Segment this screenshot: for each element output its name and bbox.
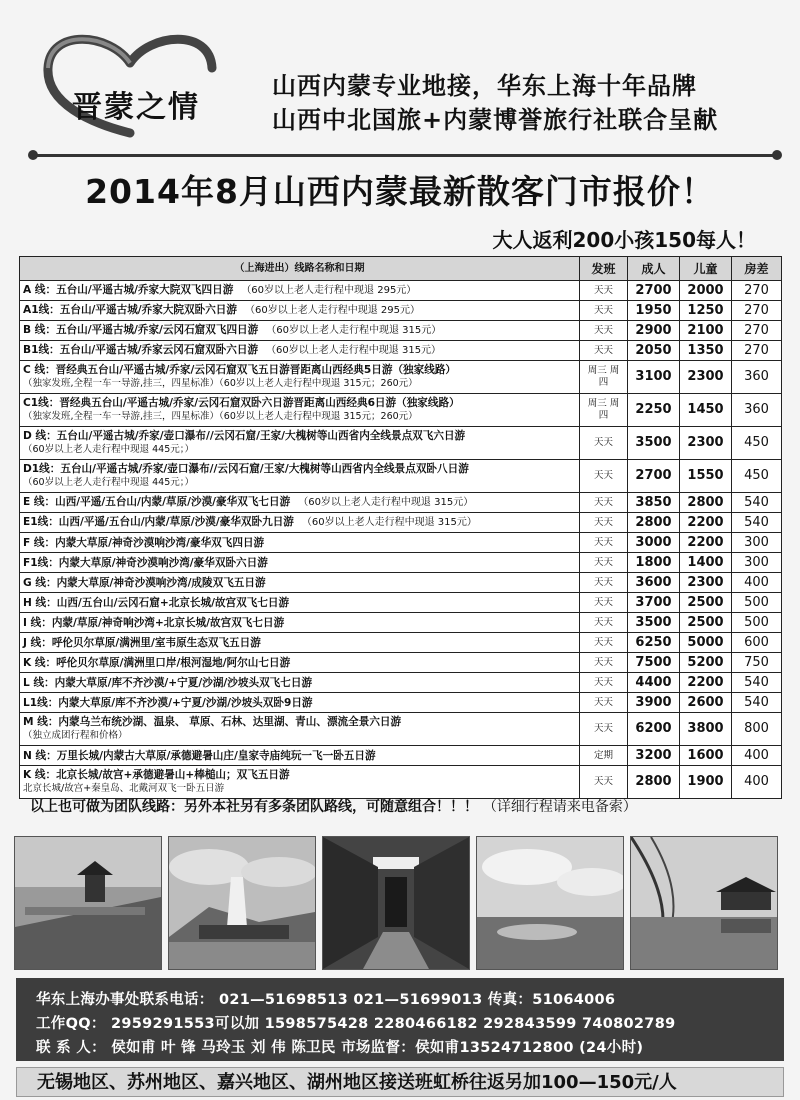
- room-diff-cell: 540: [732, 693, 782, 713]
- depart-cell: 天天: [580, 341, 628, 361]
- route-name: H 线：山西/五台山/云冈石窟+北京长城/故宫双飞七日游: [23, 596, 290, 609]
- contact-qq: 工作QQ： 2959291553可以加 1598575428 2280466182 292843599 740802789: [36, 1016, 676, 1032]
- route-note: （60岁以上老人走行程中现退 315元）: [266, 325, 442, 336]
- price-table: [19, 256, 782, 799]
- route-cell: [20, 653, 580, 673]
- price-table-container: [19, 256, 781, 799]
- room-diff-cell: 270: [732, 321, 782, 341]
- route-subnote: （60岁以上老人走行程中现退 445元；）: [23, 477, 194, 488]
- route-cell: [20, 321, 580, 341]
- table-row: [20, 361, 782, 394]
- room-diff-cell: 360: [732, 394, 782, 427]
- adult-price-cell: 2900: [628, 321, 680, 341]
- photo-courtyard: [322, 836, 470, 970]
- table-row: [20, 613, 782, 633]
- header-child: 儿童: [680, 257, 732, 281]
- depart-cell: 天天: [580, 613, 628, 633]
- header-route: （上海进出）线路名称和日期: [20, 257, 580, 281]
- room-diff-cell: 270: [732, 341, 782, 361]
- route-cell: [20, 281, 580, 301]
- route-cell: [20, 341, 580, 361]
- logo-text: 晋蒙之情: [72, 90, 200, 125]
- depart-cell: 天天: [580, 593, 628, 613]
- adult-price-cell: 2800: [628, 766, 680, 799]
- rebate-text: 大人返利200小孩150每人！: [492, 228, 756, 252]
- route-name: A1线：五台山/平遥古城/乔家大院双卧六日游: [23, 304, 237, 316]
- child-price-cell: 1450: [680, 394, 732, 427]
- child-price-cell: 2000: [680, 281, 732, 301]
- table-row: [20, 553, 782, 573]
- child-price-cell: 2600: [680, 693, 732, 713]
- header: [0, 0, 800, 150]
- adult-price-cell: 2250: [628, 394, 680, 427]
- room-diff-cell: 450: [732, 427, 782, 460]
- route-note: （60岁以上老人走行程中现退 295元）: [245, 305, 420, 316]
- route-name: F 线：内蒙大草原/神奇沙漠响沙湾/豪华双飞四日游: [23, 536, 265, 549]
- table-row: [20, 427, 782, 460]
- adult-price-cell: 3000: [628, 533, 680, 553]
- route-cell: [20, 493, 580, 513]
- route-name: E1线：山西/平遥/五台山/内蒙/草原/沙漠/豪华双卧九日游: [23, 516, 294, 528]
- slogan-line-1: 山西内蒙专业地接，华东上海十年品牌: [272, 72, 697, 100]
- photo-temple: [168, 836, 316, 970]
- route-cell: [20, 553, 580, 573]
- child-price-cell: 2800: [680, 493, 732, 513]
- room-diff-cell: 360: [732, 361, 782, 394]
- table-row: [20, 281, 782, 301]
- footnote-main: 以上也可做为团队线路：另外本社另有多条团队路线，可随意组合！！！: [30, 799, 478, 815]
- room-diff-cell: 300: [732, 533, 782, 553]
- route-subnote: （60岁以上老人走行程中现退 445元；）: [23, 444, 194, 455]
- page-title: 2014年8月山西内蒙最新散客门市报价！: [85, 172, 715, 211]
- route-cell: [20, 613, 580, 633]
- photo-grassland: [476, 836, 624, 970]
- route-name: C 线：晋经典五台山/平遥古城/乔家/云冈石窟双飞五日游晋距离山西经典5日游（独家线路）: [23, 364, 457, 376]
- adult-price-cell: 3900: [628, 693, 680, 713]
- child-price-cell: 1550: [680, 460, 732, 493]
- route-note: （60岁以上老人走行程中现退 315元）: [298, 497, 474, 508]
- depart-cell: 天天: [580, 493, 628, 513]
- photo-strip: [14, 836, 786, 968]
- table-row: [20, 653, 782, 673]
- route-cell: [20, 746, 580, 766]
- table-row: [20, 766, 782, 799]
- route-name: G 线：内蒙大草原/神奇沙漠响沙湾/成陵双飞五日游: [23, 576, 266, 589]
- depart-cell: 天天: [580, 693, 628, 713]
- route-cell: [20, 361, 580, 394]
- table-row: [20, 493, 782, 513]
- depart-cell: 天天: [580, 766, 628, 799]
- adult-price-cell: 3850: [628, 493, 680, 513]
- route-name: D 线：五台山/平遥古城/乔家/壶口瀑布//云冈石窟/王家/大槐树等山西省内全线景点双飞六日游: [23, 430, 466, 442]
- child-price-cell: 5000: [680, 633, 732, 653]
- contact-persons: 联 系 人： 侯如甫 叶 锋 马玲玉 刘 伟 陈卫民 市场监督：侯如甫13524712800 (24小时): [36, 1040, 644, 1056]
- room-diff-cell: 540: [732, 513, 782, 533]
- child-price-cell: 2300: [680, 361, 732, 394]
- room-diff-cell: 600: [732, 633, 782, 653]
- adult-price-cell: 1950: [628, 301, 680, 321]
- route-cell: [20, 394, 580, 427]
- header-adult: 成人: [628, 257, 680, 281]
- child-price-cell: 2200: [680, 513, 732, 533]
- depart-cell: 天天: [580, 573, 628, 593]
- contact-phones: 华东上海办事处联系电话： 021—51698513 021—51699013 传真：51064006: [36, 992, 616, 1008]
- adult-price-cell: 2050: [628, 341, 680, 361]
- header-room-diff: 房差: [732, 257, 782, 281]
- route-subnote: （独家发班,全程一车一导游,挂三，四星标准）（60岁以上老人走行程中现退 315元；260元）: [23, 411, 418, 422]
- table-row: [20, 673, 782, 693]
- room-diff-cell: 300: [732, 553, 782, 573]
- adult-price-cell: 3100: [628, 361, 680, 394]
- adult-price-cell: 3500: [628, 613, 680, 633]
- route-name: M 线：内蒙乌兰布统沙湖、温泉、 草原、石林、达里湖、青山、漂流全景六日游: [23, 716, 402, 728]
- route-cell: [20, 673, 580, 693]
- route-name: I 线：内蒙/草原/神奇响沙湾+北京长城/故宫双飞七日游: [23, 616, 285, 629]
- table-row: [20, 693, 782, 713]
- route-name: B1线：五台山/平遥古城/乔家云冈石窟双卧六日游: [23, 344, 259, 356]
- route-cell: [20, 460, 580, 493]
- room-diff-cell: 400: [732, 766, 782, 799]
- child-price-cell: 2500: [680, 593, 732, 613]
- child-price-cell: 2300: [680, 573, 732, 593]
- route-name: J 线：呼伦贝尔草原/满洲里/室韦原生态双飞五日游: [23, 636, 261, 649]
- table-row: [20, 593, 782, 613]
- room-diff-cell: 400: [732, 573, 782, 593]
- child-price-cell: 1400: [680, 553, 732, 573]
- route-name: L1线：内蒙大草原/库不齐沙漠/+宁夏/沙湖/沙坡头双卧9日游: [23, 696, 313, 709]
- slogan-line-2: 山西中北国旅+内蒙博誉旅行社联合呈献: [272, 106, 719, 134]
- table-row: [20, 533, 782, 553]
- adult-price-cell: 2800: [628, 513, 680, 533]
- child-price-cell: 1900: [680, 766, 732, 799]
- route-name: B 线：五台山/平遥古城/乔家/云冈石窟双飞四日游: [23, 324, 259, 336]
- footnote: [30, 796, 637, 816]
- room-diff-cell: 400: [732, 746, 782, 766]
- depart-cell: 天天: [580, 713, 628, 746]
- room-diff-cell: 540: [732, 493, 782, 513]
- depart-cell: 天天: [580, 513, 628, 533]
- depart-cell: 周三 周四: [580, 361, 628, 394]
- table-row: [20, 460, 782, 493]
- table-row: [20, 301, 782, 321]
- depart-cell: 天天: [580, 301, 628, 321]
- contact-panel: [16, 978, 784, 1061]
- child-price-cell: 1250: [680, 301, 732, 321]
- route-note: （60岁以上老人走行程中现退 315元）: [266, 345, 442, 356]
- adult-price-cell: 1800: [628, 553, 680, 573]
- child-price-cell: 2200: [680, 673, 732, 693]
- depart-cell: 天天: [580, 321, 628, 341]
- route-subnote: 北京长城/故宫+秦皇岛、北戴河双飞一卧五日游: [23, 783, 225, 794]
- room-diff-cell: 270: [732, 301, 782, 321]
- depart-cell: 天天: [580, 281, 628, 301]
- child-price-cell: 1350: [680, 341, 732, 361]
- route-cell: [20, 633, 580, 653]
- room-diff-cell: 540: [732, 673, 782, 693]
- adult-price-cell: 2700: [628, 460, 680, 493]
- table-row: [20, 633, 782, 653]
- route-name: K 线：北京长城/故宫+承德避暑山+棒槌山；双飞五日游: [23, 769, 290, 781]
- route-name: K 线：呼伦贝尔草原/满洲里口岸/根河湿地/阿尔山七日游: [23, 656, 291, 669]
- child-price-cell: 3800: [680, 713, 732, 746]
- table-row: [20, 573, 782, 593]
- route-cell: [20, 427, 580, 460]
- depart-cell: 天天: [580, 653, 628, 673]
- depart-cell: 定期: [580, 746, 628, 766]
- depart-cell: 天天: [580, 427, 628, 460]
- adult-price-cell: 3500: [628, 427, 680, 460]
- adult-price-cell: 3700: [628, 593, 680, 613]
- room-diff-cell: 270: [732, 281, 782, 301]
- divider: [34, 154, 776, 157]
- table-row: [20, 394, 782, 427]
- adult-price-cell: 7500: [628, 653, 680, 673]
- route-cell: [20, 593, 580, 613]
- route-subnote: （独家发班,全程一车一导游,挂三，四星标准）（60岁以上老人走行程中现退 315元；260元）: [23, 378, 418, 389]
- table-row: [20, 513, 782, 533]
- depart-cell: 天天: [580, 460, 628, 493]
- table-row: [20, 746, 782, 766]
- depart-cell: 周三 周四: [580, 394, 628, 427]
- photo-ancient-city: [14, 836, 162, 970]
- footnote-detail: （详细行程请来电备索）: [482, 799, 637, 815]
- child-price-cell: 5200: [680, 653, 732, 673]
- child-price-cell: 2300: [680, 427, 732, 460]
- adult-price-cell: 6200: [628, 713, 680, 746]
- route-name: E 线：山西/平遥/五台山/内蒙/草原/沙漠/豪华双飞七日游: [23, 496, 291, 508]
- table-row: [20, 321, 782, 341]
- route-name: D1线：五台山/平遥古城/乔家/壶口瀑布//云冈石窟/王家/大槐树等山西省内全线景点双卧八日游: [23, 463, 469, 475]
- route-cell: [20, 301, 580, 321]
- header-depart: 发班: [580, 257, 628, 281]
- route-cell: [20, 693, 580, 713]
- child-price-cell: 1600: [680, 746, 732, 766]
- table-row: [20, 341, 782, 361]
- transfer-note: 无锡地区、苏州地区、嘉兴地区、湖州地区接送班虹桥往返另加100—150元/人: [16, 1067, 784, 1097]
- depart-cell: 天天: [580, 673, 628, 693]
- route-name: N 线：万里长城/内蒙古大草原/承德避暑山庄/皇家寺庙纯玩一飞一卧五日游: [23, 749, 376, 762]
- adult-price-cell: 3600: [628, 573, 680, 593]
- room-diff-cell: 800: [732, 713, 782, 746]
- route-subnote: （独立成团行程和价格）: [23, 730, 128, 741]
- adult-price-cell: 3200: [628, 746, 680, 766]
- route-cell: [20, 713, 580, 746]
- room-diff-cell: 450: [732, 460, 782, 493]
- adult-price-cell: 6250: [628, 633, 680, 653]
- adult-price-cell: 4400: [628, 673, 680, 693]
- room-diff-cell: 500: [732, 593, 782, 613]
- route-cell: [20, 573, 580, 593]
- route-cell: [20, 766, 580, 799]
- table-row: [20, 713, 782, 746]
- room-diff-cell: 500: [732, 613, 782, 633]
- route-name: L 线：内蒙大草原/库不齐沙漠/+宁夏/沙湖/沙坡头双飞七日游: [23, 676, 313, 689]
- adult-price-cell: 2700: [628, 281, 680, 301]
- route-note: （60岁以上老人走行程中现退 315元）: [301, 517, 477, 528]
- child-price-cell: 2200: [680, 533, 732, 553]
- photo-lake-pavilion: [630, 836, 778, 970]
- child-price-cell: 2100: [680, 321, 732, 341]
- depart-cell: 天天: [580, 633, 628, 653]
- room-diff-cell: 750: [732, 653, 782, 673]
- child-price-cell: 2500: [680, 613, 732, 633]
- route-name: F1线：内蒙大草原/神奇沙漠响沙湾/豪华双卧六日游: [23, 556, 268, 569]
- route-cell: [20, 513, 580, 533]
- depart-cell: 天天: [580, 553, 628, 573]
- route-note: （60岁以上老人走行程中现退 295元）: [241, 285, 417, 296]
- route-name: C1线：晋经典五台山/平遥古城/乔家/云冈石窟双卧六日游晋距离山西经典6日游（独家线路）: [23, 397, 460, 409]
- route-cell: [20, 533, 580, 553]
- route-name: A 线：五台山/平遥古城/乔家大院双飞四日游: [23, 284, 234, 296]
- depart-cell: 天天: [580, 533, 628, 553]
